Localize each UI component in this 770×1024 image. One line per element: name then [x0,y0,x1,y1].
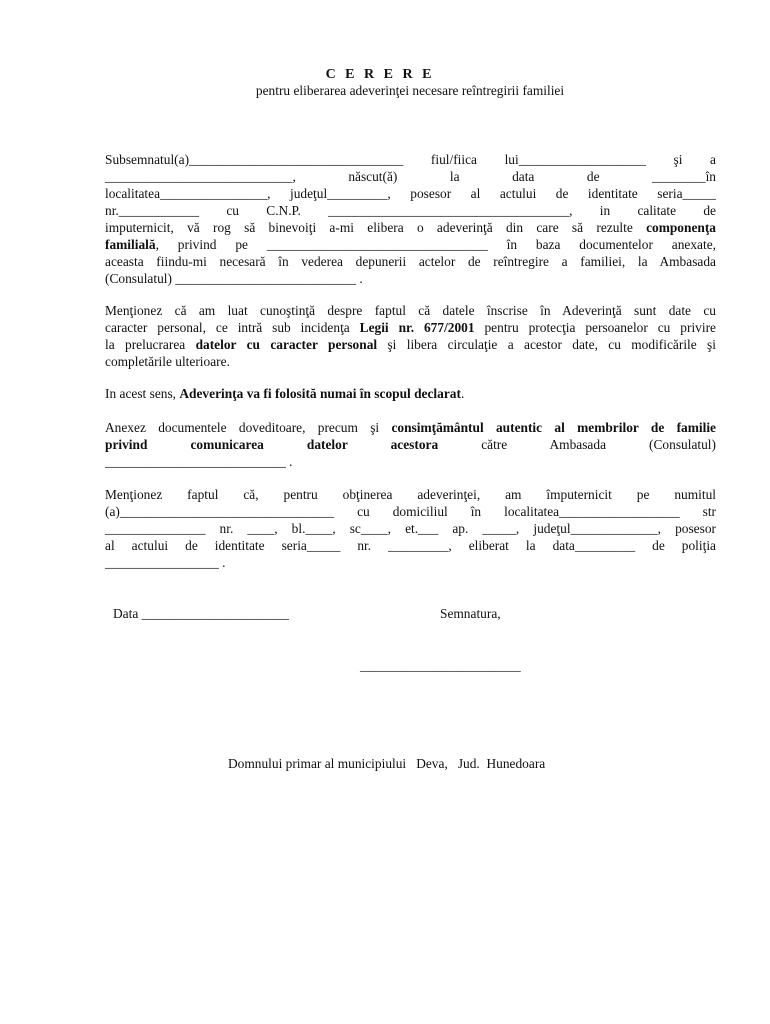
request-line-3: localitatea________________, judeţul_________, posesor al actului de identitate seria_____ [105,186,716,201]
request-line-8: (Consulatul) ___________________________ . [105,271,363,286]
text: la prelucrarea [105,337,196,352]
signature-label: Semnatura, [440,606,501,621]
bold-term: componenţa [646,220,716,235]
text: Anexez documentele doveditoare, precum şi [105,420,392,435]
document-title: C E R E R E [325,67,435,82]
request-line-7: aceasta fiindu-mi necesară în vederea depunerii actelor de reîntregire a familiei, la Ambasada [105,254,716,269]
bold-term: familială [105,237,156,252]
request-line-4: nr.____________ cu C.N.P. ____________________________________, in calitate de [105,203,716,218]
request-paragraph [105,151,716,287]
proxy-line-2: (a)________________________________ cu domiciliul în localitatea__________________ str [105,504,716,519]
text: In acest sens, [105,386,180,401]
request-line-2: ____________________________, născut(ă) la data de ________în [105,169,716,184]
bold-term: consimţământul autentic al membrilor de familie [391,420,716,435]
text: caracter personal, ce intră sub incidenţa [105,320,360,335]
text: pentru protecţia persoanelor cu privire [474,320,716,335]
annex-line-1 [105,419,716,436]
document-subtitle: pentru eliberarea adeverinţei necesare reîntregirii familiei [255,83,565,98]
law-reference: Legii nr. 677/2001 [359,320,475,335]
addressee: Domnului primar al municipiului Deva, Jud. Hunedoara [228,756,546,771]
personal-data-line-3 [105,336,716,353]
request-line-5 [105,219,716,236]
request-line-1: Subsemnatul(a)________________________________ fiul/fiica lui___________________ şi a [105,152,716,167]
proxy-paragraph [105,486,716,571]
bold-term: datelor cu caracter personal [195,337,378,352]
bold-term: privind comunicarea datelor acestora [105,437,439,452]
request-text: , privind pe _________________________________ în baza documentelor anexate, [155,237,716,252]
request-text: imputernicit, vă rog să binevoiţi a-mi elibera o adeverinţă din care să rezulte [105,220,647,235]
date-field: Data ______________________ [113,606,289,621]
personal-data-line-1: Menţionez că am luat cunoştinţă despre faptul că datele înscrise în Adeverinţă sunt date cu [105,303,716,318]
annex-paragraph [105,419,716,470]
text: . [460,386,465,401]
annex-line-3: ___________________________ . [105,454,293,469]
proxy-line-4: al actului de identitate seria_____ nr. _________, eliberat la data_________ de poliţia [105,538,716,553]
text: către Ambasada (Consulatul) [438,437,716,452]
annex-line-2 [105,436,716,453]
purpose-line [105,385,716,402]
signature-line: ________________________ [360,658,521,673]
request-line-6 [105,236,716,253]
proxy-line-5: _________________ . [105,555,226,570]
personal-data-paragraph [105,302,716,370]
text: şi libera circulaţie a acestor date, cu modificările şi [377,337,716,352]
proxy-line-1: Menţionez faptul că, pentru obţinerea adeverinţei, am împuternicit pe numitul [105,487,716,502]
proxy-line-3: _______________ nr. ____, bl.____, sc____, et.___ ap. _____, judeţul_____________, posesor [105,521,716,536]
personal-data-line-4: completările ulterioare. [105,354,230,369]
purpose-paragraph [105,385,716,402]
personal-data-line-2 [105,319,716,336]
bold-term: Adeverinţa va fi folosită numai în scopul declarat [179,386,461,401]
